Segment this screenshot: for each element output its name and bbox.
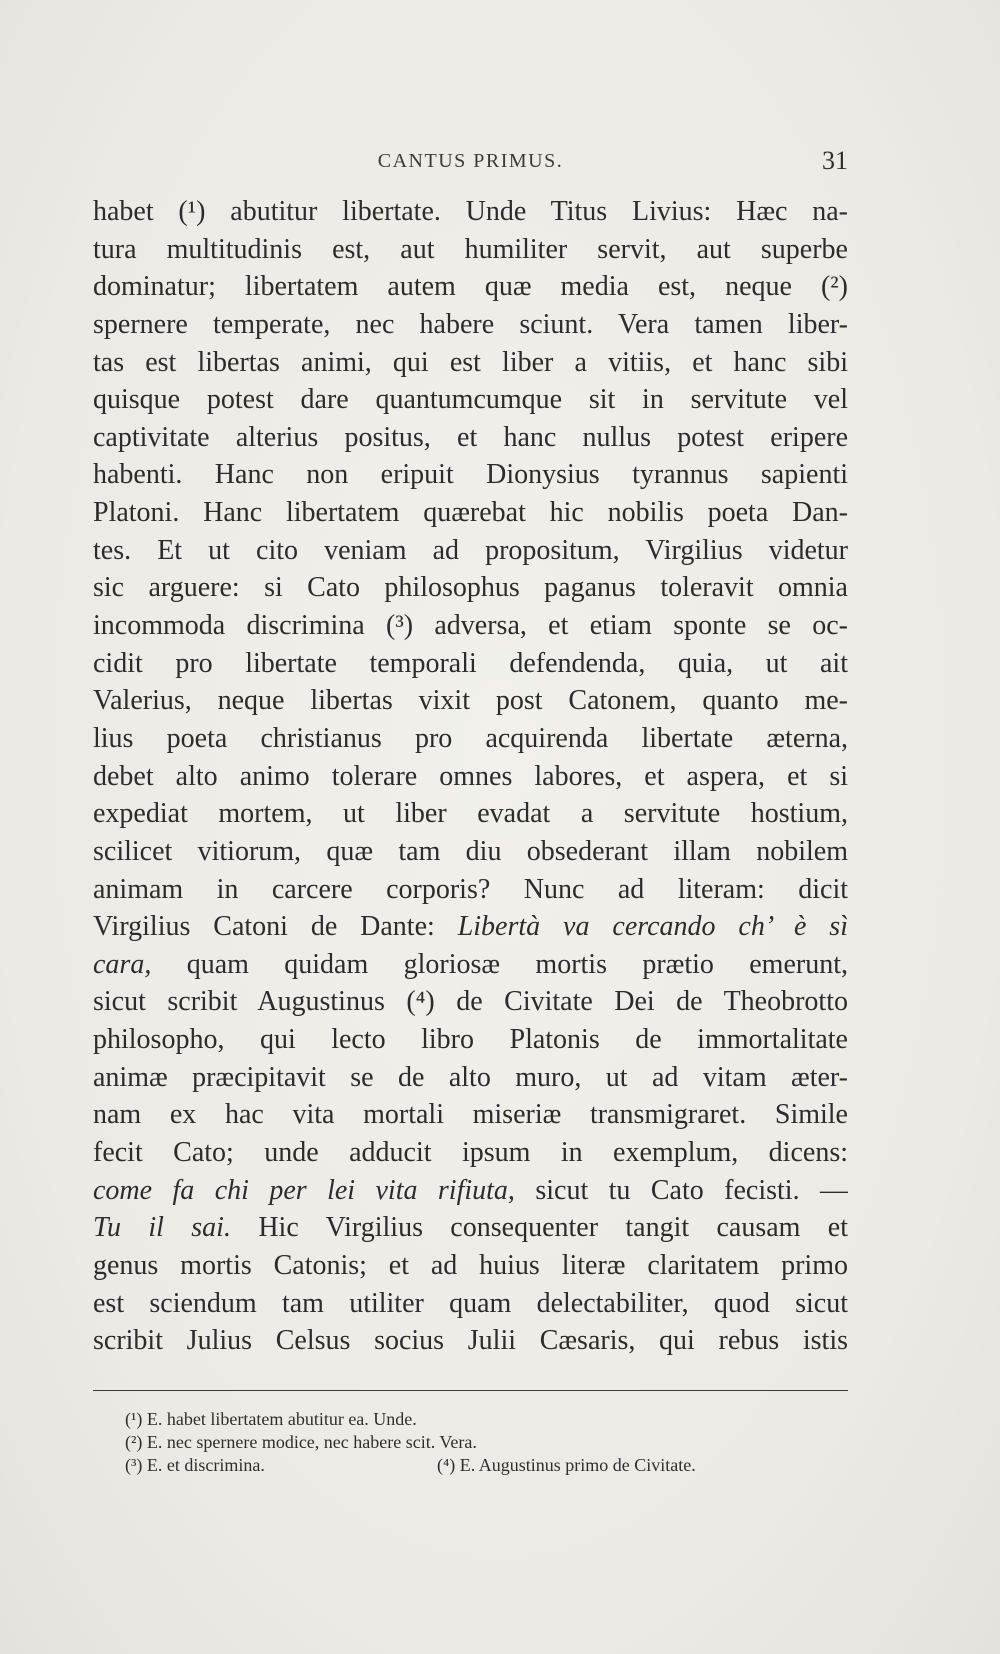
body-text (93, 193, 848, 1360)
text-segment: Hic Virgilius consequenter tangit causam et (230, 1212, 848, 1244)
text-line: habenti. Hanc non eripuit Dionysius tyrannus sapienti (93, 459, 848, 491)
text-line-mixed (93, 1209, 848, 1247)
text-line: animam in carcere corporis? Nunc ad literam: dicit (93, 873, 848, 905)
running-head (93, 146, 848, 180)
text-line: quisque potest dare quantumcumque sit in servitute vel (93, 384, 848, 416)
text-line: scilicet vitiorum, quæ tam diu obsederant illam nobilem (93, 835, 848, 867)
text-line: sicut scribit Augustinus (⁴) de Civitate Dei de Theobrotto (93, 986, 848, 1018)
text-line: debet alto animo tolerare omnes labores, et aspera, et si (93, 760, 848, 792)
text-line: Valerius, neque libertas vixit post Catonem, quanto me- (93, 685, 848, 717)
italic-quote: cara, (93, 948, 152, 980)
text-line: est sciendum tam utiliter quam delectabiliter, quod sicut (93, 1287, 848, 1319)
italic-quote: Tu il sai. (93, 1212, 231, 1244)
text-line: philosopho, qui lecto libro Platonis de immortalitate (93, 1024, 848, 1056)
footnote-4: (⁴) E. Augustinus primo de Civitate. (437, 1455, 696, 1475)
footnote-rule (93, 1390, 848, 1391)
text-line: tas est libertas animi, qui est liber a vitiis, et hanc sibi (93, 346, 848, 378)
text-line: animæ præcipitavit se de alto muro, ut ad vitam æter- (93, 1061, 848, 1093)
text-line: sic arguere: si Cato philosophus paganus toleravit omnia (93, 572, 848, 604)
text-line: Platoni. Hanc libertatem quærebat hic nobilis poeta Dan- (93, 497, 848, 529)
text-line: nam ex hac vita mortali miseriæ transmigraret. Simile (93, 1099, 848, 1131)
footnote-2: (²) E. nec spernere modice, nec habere scit. Vera. (125, 1432, 477, 1452)
text-line: dominatur; libertatem autem quæ media est, neque (²) (93, 271, 848, 303)
text-line: tes. Et ut cito veniam ad propositum, Virgilius videtur (93, 534, 848, 566)
text-line: expediat mortem, ut liber evadat a servitute hostium, (93, 798, 848, 830)
text-line: scribit Julius Celsus socius Julii Cæsaris, qui rebus istis (93, 1325, 848, 1357)
italic-quote: Libertà va cercando ch’ è sì (457, 911, 848, 943)
footnotes (125, 1408, 845, 1477)
text-line: tura multitudinis est, aut humiliter servit, aut superbe (93, 233, 848, 265)
text-line-mixed (93, 908, 848, 946)
running-title: CANTUS PRIMUS. (377, 150, 564, 172)
text-line: habet (¹) abutitur libertate. Unde Titus Livius: Hæc na- (93, 196, 848, 227)
text-segment: quam quidam gloriosæ mortis prætio emerunt, (151, 948, 848, 980)
text-line: captivitate alterius positus, et hanc nullus potest eripere (93, 421, 848, 453)
text-segment: Virgilius Catoni de Dante: (93, 911, 458, 943)
italic-quote: come fa chi per lei vita rifiuta, (93, 1174, 515, 1206)
text-line-mixed (93, 946, 848, 984)
footnote-row (125, 1454, 845, 1477)
text-line: incommoda discrimina (³) adversa, et etiam sponte se oc- (93, 610, 848, 642)
footnote-1: (¹) E. habet libertatem abutitur ea. Unde. (125, 1409, 417, 1429)
text-line: cidit pro libertate temporali defendenda, quia, ut ait (93, 647, 848, 679)
text-line: genus mortis Catonis; et ad huius literæ claritatem primo (93, 1249, 848, 1281)
footnote-3: (³) E. et discrimina. (125, 1455, 265, 1475)
text-line: spernere temperate, nec habere sciunt. Vera tamen liber- (93, 308, 848, 340)
text-line: lius poeta christianus pro acquirenda libertate æterna, (93, 722, 848, 754)
text-segment: sicut tu Cato fecisti. — (514, 1174, 848, 1206)
text-line: fecit Cato; unde adducit ipsum in exemplum, dicens: (93, 1137, 848, 1169)
page-number: 31 (822, 146, 848, 175)
text-line-mixed (93, 1172, 848, 1210)
